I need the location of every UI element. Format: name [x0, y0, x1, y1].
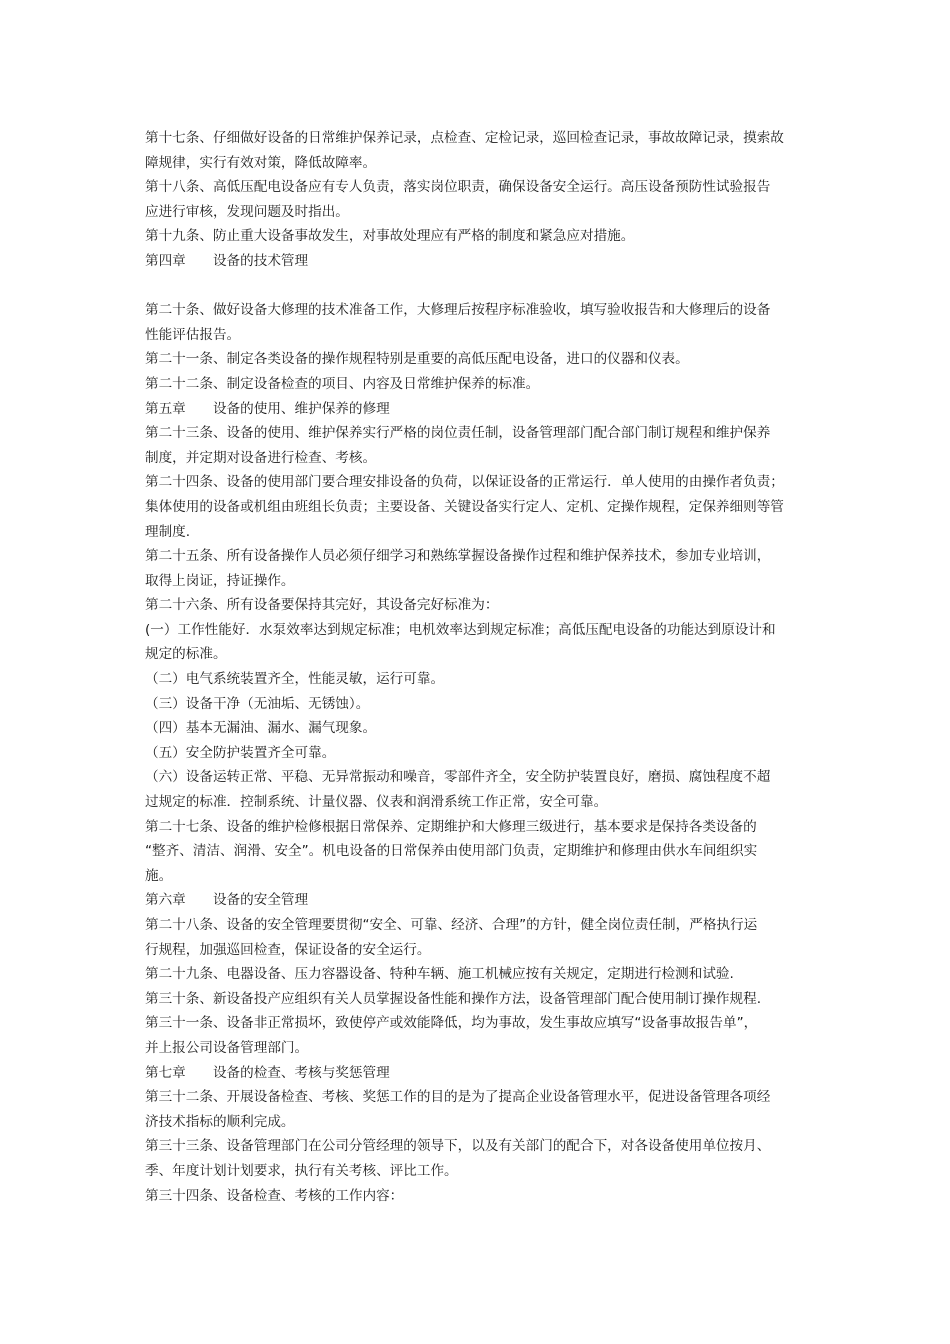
article-33-line-1: 第三十三条、设备管理部门在公司分管经理的领导下，以及有关部门的配合下，对各设备使用单位按月、	[145, 1138, 771, 1155]
article-27-line-3: 施。	[145, 867, 173, 884]
standard-1-line-1: (一）工作性能好．水泵效率达到规定标准；电机效率达到规定标准；高低压配电设备的功能达到原设计和	[145, 621, 776, 638]
article-24-line-1: 第二十四条、设备的使用部门要合理安排设备的负荷，以保证设备的正常运行．单人使用的由操作者负责；	[145, 474, 784, 491]
standard-2-line-1: （二）电气系统装置齐全，性能灵敏，运行可靠。	[145, 671, 445, 688]
article-23-line-2: 制度，并定期对设备进行检查、考核。	[145, 449, 377, 466]
article-25-line-2: 取得上岗证，持证操作。	[145, 572, 295, 589]
article-33-line-2: 季、年度计划计划要求，执行有关考核、评比工作。	[145, 1162, 458, 1179]
article-31-line-1: 第三十一条、设备非正常损坏，致使停产或效能降低，均为事故，发生事故应填写“设备事故报告单”，	[145, 1015, 758, 1032]
article-27-line-1: 第二十七条、设备的维护检修根据日常保养、定期维护和大修理三级进行，基本要求是保持各类设备的	[145, 818, 757, 835]
article-32-line-2: 济技术指标的顺利完成。	[145, 1113, 295, 1130]
article-25-line-1: 第二十五条、所有设备操作人员必须仔细学习和熟练掌握设备操作过程和维护保养技术，参加专业培训，	[145, 548, 771, 565]
article-19-line-1: 第十九条、防止重大设备事故发生，对事故处理应有严格的制度和紧急应对措施。	[145, 228, 635, 245]
document-page	[145, 126, 813, 1208]
article-31-line-2: 并上报公司设备管理部门。	[145, 1039, 309, 1056]
article-34-line-1: 第三十四条、设备检查、考核的工作内容：	[145, 1187, 404, 1204]
article-24-line-2: 集体使用的设备或机组由班组长负责；主要设备、关键设备实行定人、定机、定操作规程，定保养细则等管	[145, 498, 784, 515]
article-20-line-2: 性能评估报告。	[145, 326, 241, 343]
article-32-line-1: 第三十二条、开展设备检查、考核、奖惩工作的目的是为了提高企业设备管理水平，促进设备管理各项经	[145, 1089, 771, 1106]
standard-4-line-1: （四）基本无漏油、漏水、漏气现象。	[145, 720, 377, 737]
article-22-line-1: 第二十二条、制定设备检查的项目、内容及日常维护保养的标准。	[145, 375, 540, 392]
article-30-line-1: 第三十条、新设备投产应组织有关人员掌握设备性能和操作方法，设备管理部门配合使用制订操作规程.	[145, 990, 762, 1007]
article-21-line-1: 第二十一条、制定各类设备的操作规程特别是重要的高低压配电设备，进口的仪器和仪表。	[145, 351, 689, 368]
article-18-line-2: 应进行审核，发现问题及时指出。	[145, 203, 349, 220]
article-17-line-2: 障规律，实行有效对策，降低故障率。	[145, 154, 377, 171]
standard-6-line-1: （六）设备运转正常、平稳、无异常振动和噪音，零部件齐全，安全防护装置良好，磨损、腐蚀程度不超	[145, 769, 771, 786]
article-27-line-2: “整齐、清洁、润滑、安全”。机电设备的日常保养由使用部门负责，定期维护和修理由供水车间组织实	[145, 843, 758, 860]
article-24-line-3: 理制度.	[145, 523, 191, 540]
chapter-4-heading: 第四章 设备的技术管理	[145, 252, 309, 269]
standard-6-line-2: 过规定的标准．控制系统、计量仪器、仪表和润滑系统工作正常，安全可靠。	[145, 794, 608, 811]
article-18-line-1: 第十八条、高低压配电设备应有专人负责，落实岗位职责，确保设备安全运行。高压设备预防性试验报告	[145, 179, 771, 196]
chapter-6-heading: 第六章 设备的安全管理	[145, 892, 309, 909]
article-28-line-1: 第二十八条、设备的安全管理要贯彻“安全、可靠、经济、合理”的方针，健全岗位责任制，严格执行运	[145, 917, 758, 933]
article-17-line-1: 第十七条、仔细做好设备的日常维护保养记录，点检查、定检记录，巡回检查记录，事故故障记录，摸索故	[145, 130, 784, 146]
chapter-5-heading: 第五章 设备的使用、维护保养的修理	[145, 400, 390, 417]
standard-3-line-1: （三）设备干净（无油垢、无锈蚀）。	[145, 695, 370, 712]
blank-line	[145, 274, 813, 299]
chapter-7-heading: 第七章 设备的检查、考核与奖惩管理	[145, 1064, 390, 1081]
standard-5-line-1: （五）安全防护装置齐全可靠。	[145, 744, 336, 761]
article-26-line-1: 第二十六条、所有设备要保持其完好，其设备完好标准为：	[145, 597, 499, 614]
standard-1-line-2: 规定的标准。	[145, 646, 227, 663]
article-20-line-1: 第二十条、做好设备大修理的技术准备工作，大修理后按程序标准验收，填写验收报告和大修理后的设备	[145, 302, 771, 319]
article-23-line-1: 第二十三条、设备的使用、维护保养实行严格的岗位责任制，设备管理部门配合部门制订规程和维护保养	[145, 425, 771, 442]
article-29-line-1: 第二十九条、电器设备、压力容器设备、特种车辆、施工机械应按有关规定，定期进行检测和试验.	[145, 966, 734, 983]
article-28-line-2: 行规程，加强巡回检查，保证设备的安全运行。	[145, 941, 431, 958]
